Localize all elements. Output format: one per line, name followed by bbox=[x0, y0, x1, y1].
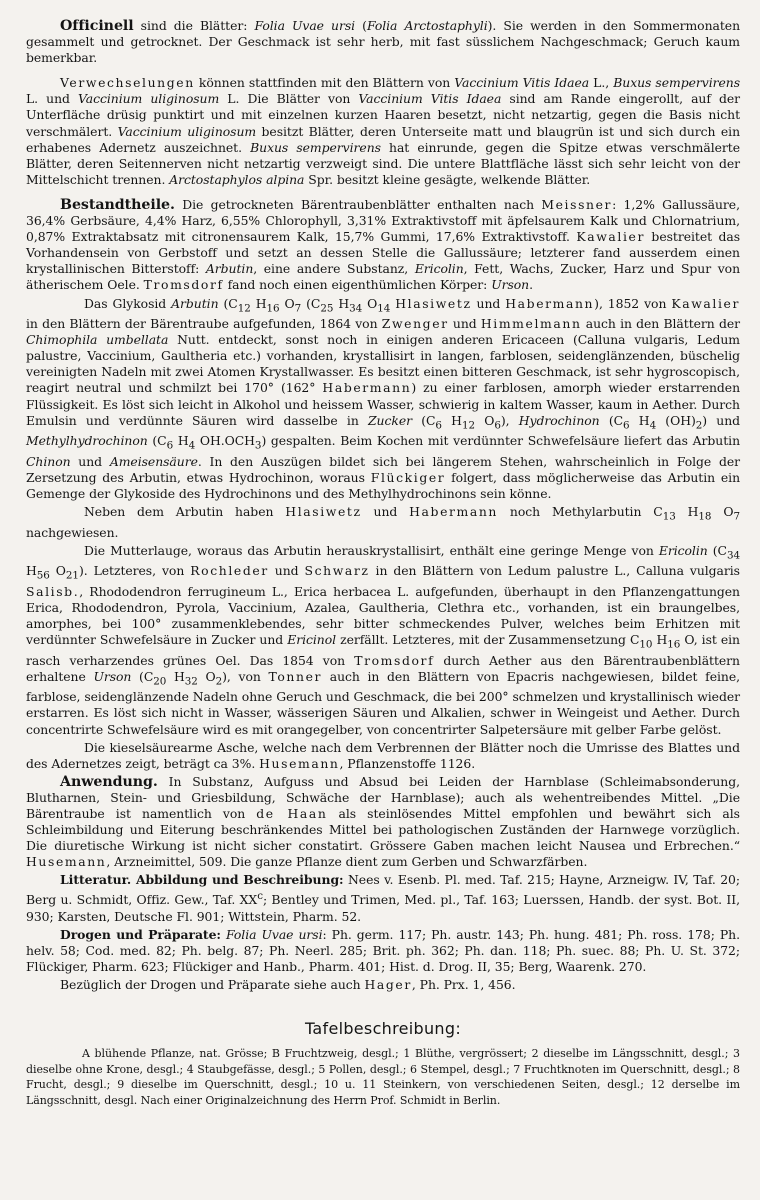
paragraph-anwendung bbox=[26, 774, 740, 871]
paragraph-verwechselungen bbox=[26, 75, 740, 188]
subscript: 10 bbox=[639, 638, 653, 651]
spaced-term: Rochleder bbox=[190, 563, 269, 579]
latin-term: Chinon bbox=[26, 453, 71, 469]
text: H bbox=[333, 295, 350, 311]
text: Die kieselsäurearme Asche, welche nach dem Verbrennen der Blätter noch die Umrisse des Blattes und des Adernetzes zeigt, beträgt ca 3%. bbox=[26, 739, 740, 771]
subscript: 56 bbox=[36, 569, 50, 582]
paragraph-drogen bbox=[26, 927, 740, 975]
text: sind die Blätter: bbox=[133, 18, 255, 33]
text: Das Glykosid bbox=[84, 295, 172, 311]
spaced-term: Meissner bbox=[541, 196, 613, 212]
subscript: 6 bbox=[435, 419, 442, 432]
subscript: 12 bbox=[461, 419, 475, 432]
spaced-term: Himmelmann bbox=[480, 316, 582, 332]
text: H bbox=[173, 433, 189, 449]
text: H bbox=[652, 632, 668, 648]
text: zerfällt. Letzteres, mit der Zusammensetzung C bbox=[336, 632, 640, 648]
latin-term: Folia Arctostaphyli bbox=[366, 18, 488, 33]
text: besitzt Blätter, deren Unterseite matt und blaugrün ist und sich durch ein erhabenes Adernetz auszeichnet. bbox=[26, 123, 740, 155]
text: bestreitet das Vorhandensein von Gerbstoff und setzt an dessen Stelle die Gallussäure; letzterer fand ausserdem einen krystallinischen Bitterstoff: bbox=[26, 229, 741, 277]
latin-term: Methylhydrochinon bbox=[26, 433, 148, 449]
spaced-term: Verwechselungen bbox=[60, 75, 195, 91]
subscript: 34 bbox=[726, 549, 740, 562]
spaced-term: Tromsdorf bbox=[143, 277, 224, 293]
spaced-term: Schwarz bbox=[304, 563, 370, 579]
subscript: 2 bbox=[215, 675, 223, 688]
paragraph-bestandtheile bbox=[26, 197, 740, 294]
text: O, ist ein rasch verharzendes grünes Oel. Das 1854 von bbox=[26, 632, 740, 668]
subscript: 21 bbox=[65, 569, 79, 582]
subscript: 16 bbox=[266, 301, 280, 314]
text: , Ph. Prx. 1, 456. bbox=[411, 977, 516, 993]
text: ) gespalten. Beim Kochen mit verdünnter Schwefelsäure liefert das Arbutin bbox=[261, 433, 740, 449]
latin-term: Arbutin bbox=[205, 261, 254, 277]
text: O bbox=[362, 295, 378, 311]
text: Nees v. Esenb. Pl. med. Taf. 215; Hayne, Arzneigw. IV, Taf. 20; Berg u. Schmidt, Offiz. Gew., Taf. XX bbox=[26, 872, 740, 908]
text: durch Aether aus den Bärentraubenblättern erhaltene bbox=[26, 652, 740, 684]
latin-term: Buxus sempervirens bbox=[613, 75, 741, 91]
text: Die Mutterlauge, woraus das Arbutin herauskrystallisirt, enthält eine geringe Menge von bbox=[84, 542, 659, 558]
subscript: 6 bbox=[623, 419, 630, 432]
spaced-term: Kawalier bbox=[671, 295, 740, 311]
subscript: 2 bbox=[695, 419, 703, 432]
superscript: c bbox=[257, 890, 263, 903]
text: ) und bbox=[702, 412, 741, 428]
text: : Ph. germ. 117; Ph. austr. 143; Ph. hung. 481; Ph. ross. 178; Ph. helv. 58; Cod. med. 82; Ph. belg. 87; Ph. Neerl. 285; Brit. ph. 362; Ph. dan. 118; Ph. suec. 88; Ph. U. St. 372; Flückiger, Pharm. 623; Flückiger and Hanb., Pharm. 401; Hist. d. Drog. II, 35; Berg, Waarenk. 270. bbox=[26, 926, 740, 974]
text: auch in den Blättern der bbox=[581, 316, 740, 332]
latin-term: Folia Uvae ursi bbox=[254, 18, 356, 33]
text: auch in den Blättern von Epacris nachgewiesen, bildet feine, farblose, seidenglänzende Nadeln ohne Geruch und Geschmack, die bei 200° schmelzen und krystallinisch wieder erstarren. Es löst sich nicht in Wasser, wässerigen Säuren und Alkalien, schwer in Weingeist und Aether. Durch concentrirte Schwefelsäure wird es mit orangegelber, von concentrirter Salpetersäure mit gelber Farbe gelöst. bbox=[26, 668, 740, 737]
text: , Rhododendron ferrugineum L., Erica herbacea L. aufgefunden, überhaupt in den Pflanzengattungen Erica, Rhododendron, Pyrola, Vaccinium, Azalea, Gaultheria, Clethra etc., vorhanden, ist ein braungelbes, amorphes, bei 100° zusammenklebendes, sehr bitter schmeckendes Pulver, welches beim Erhitzen mit verdünnter Schwefelsäure in Zucker und bbox=[26, 583, 740, 648]
subscript: 7 bbox=[294, 301, 302, 314]
latin-term: Arbutin bbox=[171, 295, 219, 311]
spaced-term: Habermann bbox=[322, 380, 412, 396]
paragraph-mutterlauge bbox=[26, 543, 740, 738]
text: ( bbox=[355, 18, 367, 33]
latin-term: Chimophila umbellata bbox=[26, 332, 169, 348]
text: : 1,2% Gallussäure, 36,4% Gerbsäure, 4,4% Harz, 6,55% Chlorophyll, 3,31% Extraktivstoff mit äpfelsaurem Kalk und Chlornatrium, 0,87% Extraktabsatz mit citronensaurem Kalk, 15,7% Gummi, 17,6% Extraktivstoff. bbox=[26, 196, 740, 245]
spaced-term: de Haan bbox=[256, 805, 328, 821]
text: OH.OCH bbox=[195, 433, 255, 449]
text: H bbox=[675, 504, 699, 520]
latin-term: Ericinol bbox=[287, 632, 337, 648]
spaced-term: Habermann bbox=[505, 295, 595, 311]
subscript: 3 bbox=[254, 439, 262, 452]
latin-term: Vaccinium uliginosum bbox=[117, 123, 257, 139]
paragraph-officinell bbox=[26, 18, 740, 66]
spaced-term: Habermann bbox=[409, 504, 499, 520]
paragraph-methylarbutin bbox=[26, 504, 740, 541]
paragraph-litteratur bbox=[26, 872, 740, 924]
latin-term: Arctostaphylos alpina bbox=[169, 171, 305, 187]
text: (C bbox=[131, 668, 154, 684]
text: nachgewiesen. bbox=[26, 524, 119, 540]
text: und bbox=[448, 316, 481, 332]
text: ) zu einer farblosen, amorph wieder erstarrenden Flüssigkeit. Es löst sich leicht in Alkohol und heissem Wasser, schwierig in kaltem Wasser, kaum in Aether. Durch Emulsin und verdünnte Säuren wird dasselbe in bbox=[26, 380, 740, 428]
text: . bbox=[529, 277, 533, 293]
text: ). Letzteres, von bbox=[78, 563, 191, 579]
plate-description-title: Tafelbeschreibung: bbox=[304, 1019, 462, 1039]
subscript: 16 bbox=[667, 638, 681, 651]
text: ), bbox=[500, 412, 519, 428]
latin-term: Vaccinium Vitis Idaea bbox=[454, 75, 590, 91]
text: Neben dem Arbutin haben bbox=[84, 504, 286, 520]
spaced-term: Salisb. bbox=[26, 583, 80, 599]
text: O bbox=[49, 563, 66, 579]
text: und bbox=[361, 504, 410, 520]
text: und bbox=[70, 453, 110, 469]
spaced-term: Zwenger bbox=[381, 316, 449, 332]
text: (C bbox=[147, 433, 167, 449]
text: . In den Auszügen bildet sich bei längerem Stehen, wahrscheinlich in Folge der Zersetzung des Arbutin, etwas Hydrochinon, woraus bbox=[26, 453, 740, 485]
subscript: 6 bbox=[494, 419, 501, 432]
section-heading: Drogen und Präparate: bbox=[60, 926, 221, 942]
text: ). Sie werden in den Sommermonaten gesammelt und getrocknet. Der Geschmack ist sehr herb, mit fast süsslichem Nachgeschmack; Geruch kaum bemerkbar. bbox=[26, 18, 740, 66]
text: , eine andere Substanz, bbox=[253, 261, 415, 277]
spaced-term: Hlasiwetz bbox=[285, 504, 362, 520]
paragraph-arbutin bbox=[26, 296, 740, 503]
text: (C bbox=[707, 542, 727, 558]
text: L., bbox=[589, 75, 614, 91]
subscript: 13 bbox=[662, 510, 676, 523]
text: H bbox=[166, 668, 185, 684]
text: und bbox=[268, 563, 305, 579]
text: (OH) bbox=[656, 412, 696, 428]
text: ), 1852 von bbox=[594, 295, 672, 311]
text: und bbox=[471, 295, 506, 311]
paragraph-hager bbox=[26, 977, 740, 993]
spaced-term: Husemann bbox=[26, 854, 107, 870]
text: (C bbox=[599, 412, 624, 428]
spaced-term: Tonner bbox=[268, 668, 323, 684]
section-heading: Anwendung. bbox=[60, 773, 158, 790]
text: Die getrockneten Bärentraubenblätter enthalten nach bbox=[174, 196, 542, 212]
subscript: 34 bbox=[349, 301, 363, 314]
text: O bbox=[279, 295, 295, 311]
text: , Fett, Wachs, Zucker, Harz und Spur von ätherischem Oele. bbox=[26, 261, 740, 293]
text: O bbox=[197, 668, 216, 684]
subscript: 4 bbox=[649, 419, 657, 432]
section-heading: Bestandtheile. bbox=[60, 196, 175, 213]
spaced-term: Hlasiwetz bbox=[395, 295, 472, 311]
text: O bbox=[711, 504, 734, 520]
spaced-term: Hager bbox=[364, 977, 412, 993]
spaced-term: Flückiger bbox=[370, 469, 446, 485]
latin-term: Ameisensäure bbox=[109, 453, 198, 469]
subscript: 4 bbox=[188, 439, 196, 452]
latin-term: Urson bbox=[93, 668, 132, 684]
spaced-term: Husemann bbox=[259, 755, 340, 771]
text: , Pflanzenstoffe 1126. bbox=[339, 755, 476, 771]
latin-term: Urson bbox=[491, 277, 530, 293]
text: H bbox=[441, 412, 462, 428]
text: H bbox=[629, 412, 650, 428]
latin-term: Zucker bbox=[367, 412, 412, 428]
text: folgert, dass möglicherweise das Arbutin ein Gemenge der Glykoside des Hydrochinons und des Methylhydrochinons sein könne. bbox=[26, 469, 740, 501]
subscript: 14 bbox=[377, 301, 391, 314]
subscript: 12 bbox=[237, 301, 251, 314]
text: ), von bbox=[222, 668, 269, 684]
text: H bbox=[26, 563, 37, 579]
latin-term: Vaccinium uliginosum bbox=[78, 91, 220, 107]
subscript: 7 bbox=[733, 510, 740, 523]
latin-term: Ericolin bbox=[414, 261, 464, 277]
text: ; Bentley und Trimen, Med. pl., Taf. 163; Luerssen, Handb. der syst. Bot. II, 930; Karsten, Deutsche Fl. 901; Wittstein, Pharm. 52. bbox=[26, 892, 740, 924]
subscript: 6 bbox=[166, 439, 174, 452]
text: hat einrunde, gegen die Spitze etwas verschmälerte Blätter, deren Seitennerven nicht netzartig verzweigt sind. Die untere Blattfläche lässt sich sehr leicht von der Mittelschicht trennen. bbox=[26, 139, 740, 187]
text: L. Die Blätter von bbox=[219, 91, 359, 107]
latin-term: Folia Uvae ursi bbox=[226, 926, 323, 942]
text: Spr. besitzt kleine gesägte, welkende Blätter. bbox=[304, 171, 591, 187]
text: fand noch einen eigenthümlichen Körper: bbox=[223, 277, 492, 293]
text: (C bbox=[301, 295, 321, 311]
plate-description-text: A blühende Pflanze, nat. Grösse; B Fruchtzweig, desgl.; 1 Blüthe, vergrössert; 2 dieselbe im Längsschnitt, desgl.; 3 dieselbe ohne Krone, desgl.; 4 Staubgefässe, desgl.; 5 Pollen, desgl.; 6 Stempel, desgl.; 7 Fruchtknoten im Querschnitt, desgl.; 8 Frucht, desgl.; 9 dieselbe im Querschnitt, desgl.; 10 u. 11 Steinkern, von verschiedenen Seiten, desgl.; 12 derselbe im Längsschnitt, desgl. Nach einer Originalzeichnung des Herrn Prof. Schmidt in Berlin. bbox=[26, 1047, 740, 1107]
text: L. und bbox=[26, 91, 78, 107]
section-heading: Litteratur. Abbildung und Beschreibung: bbox=[60, 872, 344, 888]
subscript: 32 bbox=[184, 675, 198, 688]
text: können stattfinden mit den Blättern von bbox=[194, 75, 455, 91]
text: (C bbox=[411, 412, 436, 428]
text: sind am Rande eingerollt, auf der Unterfläche drüsig punktirt und mit einzelnen kurzen Haaren besetzt, nicht netzartig, gegen die Basis nicht verschmälert. bbox=[26, 91, 740, 139]
text: in den Blättern von Ledum palustre L., Calluna vulgaris bbox=[369, 563, 740, 579]
section-heading: Officinell bbox=[60, 18, 134, 34]
latin-term: Buxus sempervirens bbox=[250, 139, 381, 155]
text: Bezüglich der Drogen und Präparate siehe auch bbox=[60, 977, 365, 993]
spaced-term: Kawalier bbox=[576, 229, 645, 245]
latin-term: Hydrochinon bbox=[518, 412, 600, 428]
spaced-term: Tromsdorf bbox=[354, 652, 435, 668]
text: H bbox=[250, 295, 267, 311]
subscript: 25 bbox=[320, 301, 334, 314]
text: noch Methylarbutin C bbox=[498, 504, 663, 520]
text: in den Blättern der Bärentraube aufgefunden, 1864 von bbox=[26, 316, 382, 332]
text: , Arzneimittel, 509. Die ganze Pflanze dient zum Gerben und Schwarzfärben. bbox=[106, 854, 588, 870]
latin-term: Ericolin bbox=[658, 542, 708, 558]
text: als steinlösendes Mittel empfohlen und bewährt sich als Schleimbildung und Eiterung beschränkendes Mittel bei pathologischen Zuständen der Harnwege vorzüglich. Die diuretische Wirkung ist nicht sicher constatirt. Grössere Gaben machen leicht Nausea und Erbrechen.“ bbox=[26, 805, 740, 854]
text: In Substanz, Aufguss und Absud bei Leiden der Harnblase (Schleimabsonderung, Blutharnen, Stein- und Griesbildung, Schwäche der Harnblase); auch als wehentreibendes Mittel. „Die Bärentraube ist namentlich von bbox=[26, 773, 740, 821]
subscript: 20 bbox=[153, 675, 167, 688]
latin-term: Vaccinium Vitis Idaea bbox=[358, 91, 502, 107]
paragraph-asche bbox=[26, 740, 740, 772]
text: O bbox=[474, 412, 495, 428]
text: Nutt. entdeckt, sonst noch in einigen anderen Ericaceen (Calluna vulgaris, Ledum palustre, Vaccinium, Gaultheria etc.) vorhanden, krystallisirt in langen, farblosen, seidenglänzenden, büschelig vereinigten Nadeln mit zwei Atomen Krystallwasser. Es besitzt einen bitteren Geschmack, ist sehr hygroscopisch, reagirt neutral und schmilzt bei 170° (162° bbox=[26, 332, 740, 396]
subscript: 18 bbox=[698, 510, 712, 523]
text: (C bbox=[218, 295, 238, 311]
